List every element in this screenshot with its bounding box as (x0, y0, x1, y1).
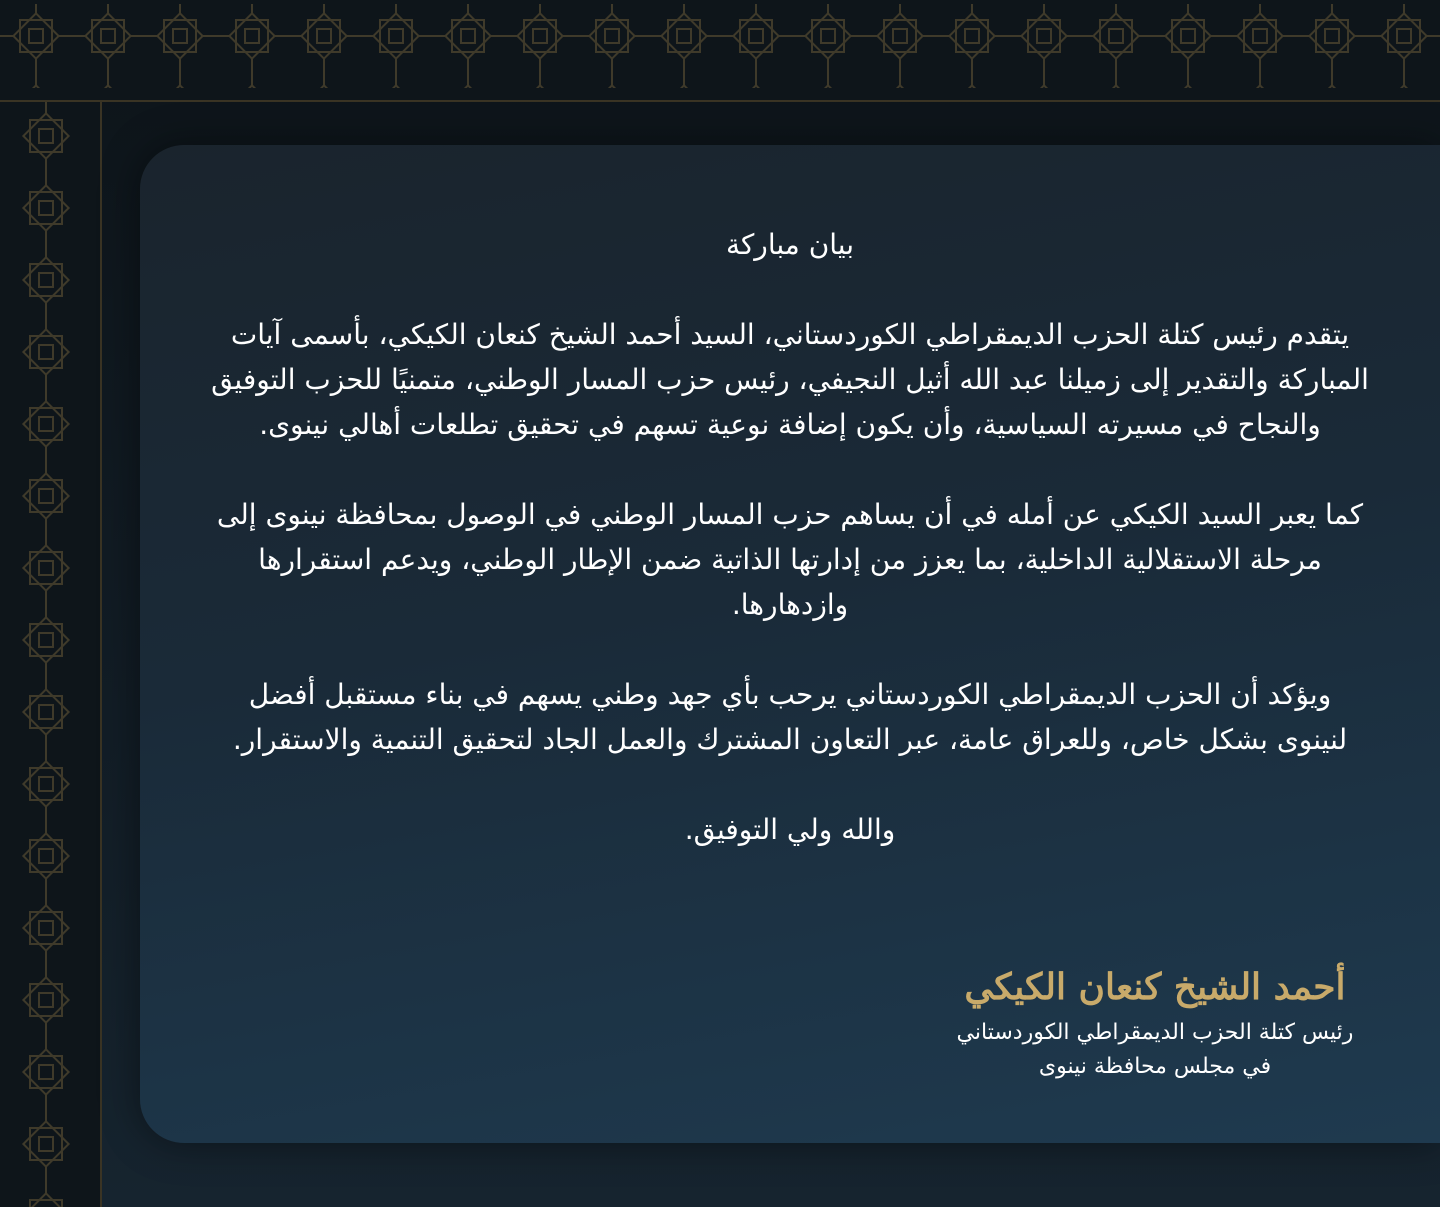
statement-title: بيان مباركة (725, 228, 855, 261)
statement-body (180, 222, 1400, 897)
statement-paragraph-1: يتقدم رئيس كتلة الحزب الديمقراطي الكوردستاني، السيد أحمد الشيخ كنعان الكيكي، بأسمى آيات المباركة والتقدير إلى زميلنا عبد الله أثيل النجيفي، رئيس حزب المسار الوطني، متمنيًا للحزب التوفيق والنجاح في مسيرته السياسية، وأن يكون إضافة نوعية تسهم في تحقيق تطلعات أهالي نينوى. (211, 318, 1369, 441)
statement-closing: والله ولي التوفيق. (684, 813, 896, 846)
signature-name: أحمد الشيخ كنعان الكيكي (964, 966, 1346, 1008)
signature-block (920, 958, 1390, 1084)
statement-paragraph-2: كما يعبر السيد الكيكي عن أمله في أن يساهم حزب المسار الوطني في الوصول بمحافظة نينوى إلى مرحلة الاستقلالية الداخلية، بما يعزز من إدارتها الذاتية ضمن الإطار الوطني، ويدعم استقرارها وازدهارها. (216, 498, 1364, 621)
signature-council: في مجلس محافظة نينوى (1038, 1054, 1272, 1079)
ornamental-top-border (0, 0, 1440, 100)
statement-paragraph-3: ويؤكد أن الحزب الديمقراطي الكوردستاني يرحب بأي جهد وطني يسهم في بناء مستقبل أفضل لنينوى بشكل خاص، وللعراق عامة، عبر التعاون المشترك والعمل الجاد لتحقيق التنمية والاستقرار. (232, 678, 1348, 756)
ornamental-left-border (0, 100, 100, 1207)
frame-divider-vertical (100, 100, 102, 1207)
frame-divider-horizontal (0, 100, 1440, 102)
signature-role: رئيس كتلة الحزب الديمقراطي الكوردستاني (956, 1020, 1354, 1045)
